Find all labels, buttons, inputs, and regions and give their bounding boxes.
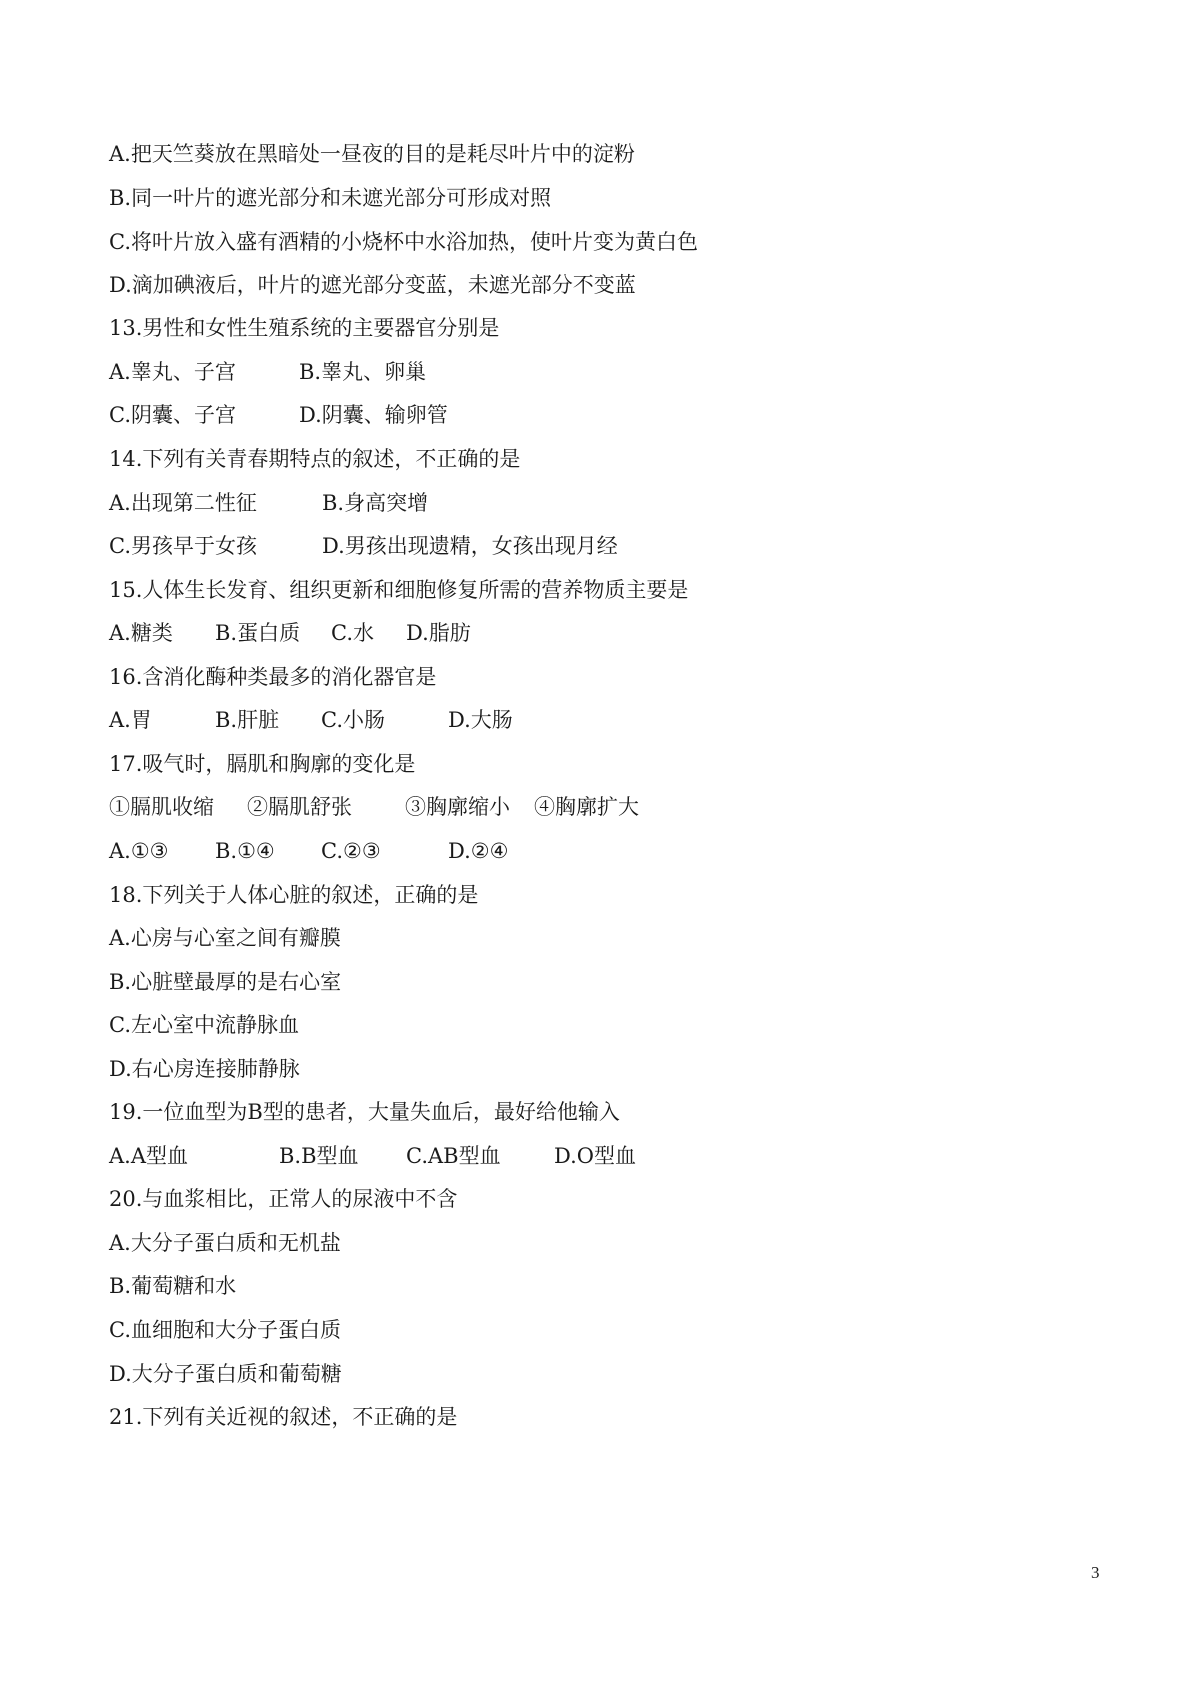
- q17-option-d: D.②④: [448, 839, 509, 863]
- q14-option-c: C.男孩早于女孩: [109, 534, 257, 558]
- q17-item-2: ②膈肌舒张: [247, 795, 352, 819]
- q16-options-row: [109, 707, 1009, 733]
- q17-items-row: [109, 794, 1009, 820]
- q14-option-b: B.身高突增: [322, 491, 429, 515]
- q17-options-row: [109, 838, 1009, 864]
- q17-item-1: ①膈肌收缩: [109, 795, 214, 819]
- q14-options-row-1: [109, 490, 1009, 516]
- q13-option-d: D.阴囊、输卵管: [299, 403, 448, 427]
- q16-stem: 16.含消化酶种类最多的消化器官是: [109, 665, 437, 689]
- q13-option-c: C.阴囊、子宫: [109, 403, 236, 427]
- q12-option-c: C.将叶片放入盛有酒精的小烧杯中水浴加热，使叶片变为黄白色: [109, 230, 698, 254]
- q14-option-a: A.出现第二性征: [109, 491, 257, 515]
- q17-option-b: B.①④: [215, 839, 275, 863]
- q19-options-row: [109, 1143, 1009, 1169]
- q19-stem: 19.一位血型为B型的患者，大量失血后，最好给他输入: [109, 1100, 620, 1124]
- page-number: 3: [1091, 1563, 1100, 1582]
- q18-option-b: B.心脏壁最厚的是右心室: [109, 970, 342, 994]
- q16-option-d: D.大肠: [448, 708, 513, 732]
- q18-option-a: A.心房与心室之间有瓣膜: [109, 926, 341, 950]
- q13-options-row-1: [109, 359, 1009, 385]
- q13-stem: 13.男性和女性生殖系统的主要器官分别是: [109, 316, 500, 340]
- q16-option-a: A.胃: [109, 708, 152, 732]
- q20-option-d: D.大分子蛋白质和葡萄糖: [109, 1362, 342, 1386]
- q15-option-c: C.水: [331, 621, 374, 645]
- q15-stem: 15.人体生长发育、组织更新和细胞修复所需的营养物质主要是: [109, 578, 689, 602]
- q20-stem: 20.与血浆相比，正常人的尿液中不含: [109, 1187, 458, 1211]
- q15-option-a: A.糖类: [109, 621, 173, 645]
- q13-options-row-2: [109, 402, 1009, 428]
- q17-item-3: ③胸廓缩小: [405, 795, 510, 819]
- q19-option-d: D.O型血: [554, 1144, 636, 1168]
- q21-stem: 21.下列有关近视的叙述，不正确的是: [109, 1405, 458, 1429]
- q13-option-a: A.睾丸、子宫: [109, 360, 236, 384]
- q20-option-a: A.大分子蛋白质和无机盐: [109, 1231, 341, 1255]
- q15-option-d: D.脂肪: [406, 621, 471, 645]
- q17-stem: 17.吸气时，膈肌和胸廓的变化是: [109, 752, 416, 776]
- q18-option-d: D.右心房连接肺静脉: [109, 1057, 300, 1081]
- q17-item-4: ④胸廓扩大: [534, 795, 639, 819]
- q12-option-a: A.把天竺葵放在黑暗处一昼夜的目的是耗尽叶片中的淀粉: [109, 142, 635, 166]
- q17-option-c: C.②③: [321, 839, 381, 863]
- q20-option-c: C.血细胞和大分子蛋白质: [109, 1318, 341, 1342]
- q19-option-a: A.A型血: [109, 1144, 189, 1168]
- q19-option-c: C.AB型血: [406, 1144, 501, 1168]
- q16-option-c: C.小肠: [321, 708, 385, 732]
- q13-option-b: B.睾丸、卵巢: [299, 360, 427, 384]
- q12-option-b: B.同一叶片的遮光部分和未遮光部分可形成对照: [109, 186, 552, 210]
- q12-option-d: D.滴加碘液后，叶片的遮光部分变蓝，未遮光部分不变蓝: [109, 273, 636, 297]
- q15-options-row: [109, 620, 1009, 646]
- q18-option-c: C.左心室中流静脉血: [109, 1013, 299, 1037]
- q14-options-row-2: [109, 533, 1009, 559]
- q20-option-b: B.葡萄糖和水: [109, 1274, 237, 1298]
- q16-option-b: B.肝脏: [215, 708, 280, 732]
- q14-option-d: D.男孩出现遗精，女孩出现月经: [322, 534, 618, 558]
- q15-option-b: B.蛋白质: [215, 621, 301, 645]
- q17-option-a: A.①③: [109, 839, 169, 863]
- q19-option-b: B.B型血: [279, 1144, 359, 1168]
- q14-stem: 14.下列有关青春期特点的叙述，不正确的是: [109, 447, 521, 471]
- q18-stem: 18.下列关于人体心脏的叙述，正确的是: [109, 883, 479, 907]
